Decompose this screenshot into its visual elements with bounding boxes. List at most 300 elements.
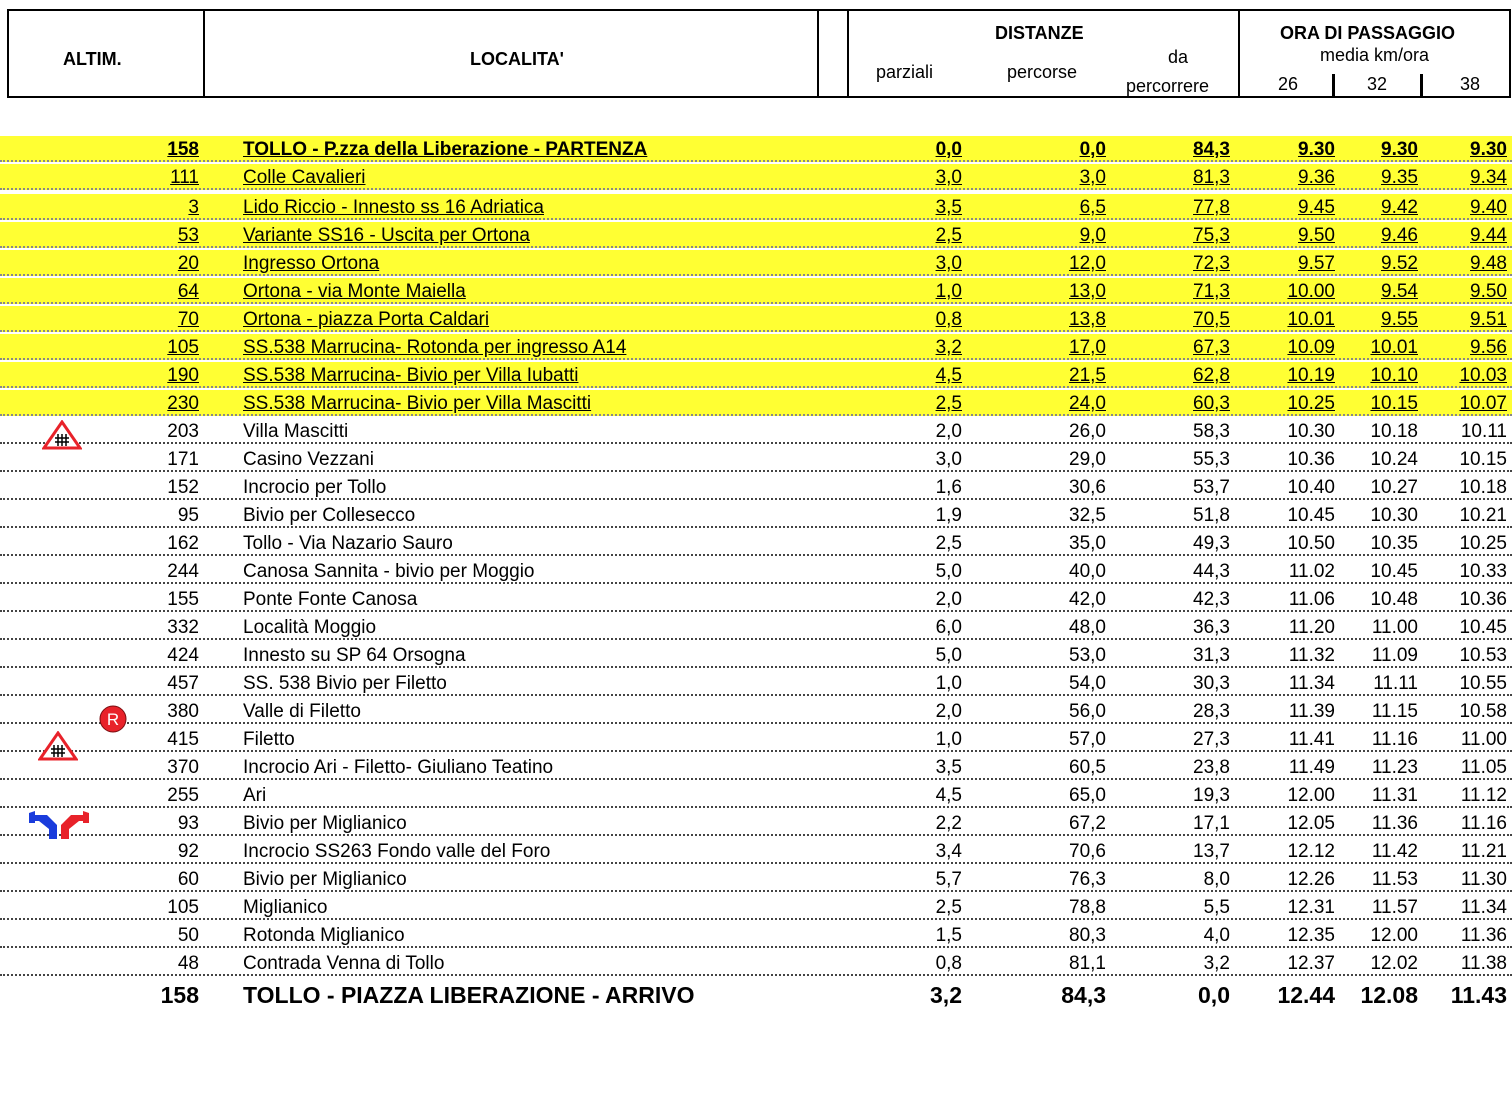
covered-distance-cell: 24,0 [1069,393,1106,414]
time-26-cell: 12.05 [1287,813,1335,834]
partial-distance-cell: 0,8 [935,953,962,974]
partial-distance-cell: 3,4 [935,841,962,862]
row-divider [0,526,1512,528]
row-divider [0,778,1512,780]
time-26-cell: 11.39 [1288,701,1335,722]
partial-distance-cell: 2,0 [935,589,962,610]
table-row [0,698,1512,724]
covered-distance-cell: 17,0 [1069,337,1106,358]
covered-distance-cell: 81,1 [1069,953,1106,974]
table-row [0,194,1512,220]
time-26-cell: 12.26 [1287,869,1335,890]
remaining-distance-cell: 53,7 [1193,477,1230,498]
remaining-distance-cell: 60,3 [1193,393,1230,414]
table-row [0,222,1512,248]
row-divider [0,386,1512,388]
time-26-cell: 9.45 [1298,197,1335,218]
time-32-cell: 10.15 [1370,393,1418,414]
altitude-cell: 20 [177,253,199,274]
time-26-cell: 11.06 [1288,589,1335,610]
time-32-cell: 10.01 [1370,337,1418,358]
header-da: da [1168,47,1189,67]
partial-distance-cell: 3,5 [935,757,962,778]
remaining-distance-cell: 51,8 [1193,505,1230,526]
time-38-cell: 11.38 [1460,953,1507,974]
time-38-cell: 11.43 [1450,982,1507,1008]
altitude-cell: 60 [177,869,199,890]
time-32-cell: 11.09 [1371,645,1418,666]
partial-distance-cell: 1,5 [935,925,962,946]
partial-distance-cell: 3,0 [935,167,962,188]
covered-distance-cell: 76,3 [1069,869,1106,890]
altitude-cell: 93 [177,813,199,834]
altitude-cell: 158 [167,139,199,160]
header-divider [1509,9,1511,98]
covered-distance-cell: 80,3 [1069,925,1106,946]
header-speed-26: 26 [1278,74,1299,94]
time-32-cell: 11.42 [1371,841,1418,862]
location-cell: Ingresso Ortona [243,253,380,274]
table-row [0,446,1512,472]
time-32-cell: 11.23 [1371,757,1418,778]
partial-distance-cell: 0,0 [935,139,962,160]
table-row [0,306,1512,332]
location-cell: Ortona - via Monte Maiella [243,281,466,302]
time-38-cell: 10.25 [1459,533,1507,554]
time-26-cell: 11.32 [1288,645,1335,666]
remaining-distance-cell: 81,3 [1193,167,1230,188]
table-row [0,502,1512,528]
time-38-cell: 11.21 [1460,841,1507,862]
remaining-distance-cell: 5,5 [1203,897,1230,918]
row-divider [0,330,1512,332]
partial-distance-cell: 4,5 [935,365,962,386]
altitude-cell: 95 [177,505,199,526]
time-38-cell: 11.30 [1460,869,1507,890]
partial-distance-cell: 5,0 [935,645,962,666]
altitude-cell: 171 [167,449,199,470]
time-32-cell: 10.27 [1370,477,1418,498]
covered-distance-cell: 84,3 [1061,982,1106,1008]
time-32-cell: 12.02 [1370,953,1418,974]
row-divider [0,582,1512,584]
location-cell: Bivio per Collesecco [243,505,416,526]
table-row [0,558,1512,584]
header-tick [1420,74,1423,96]
location-cell: Tollo - Via Nazario Sauro [243,533,453,554]
table-row [0,530,1512,556]
covered-distance-cell: 29,0 [1069,449,1106,470]
covered-distance-cell: 48,0 [1069,617,1106,638]
time-32-cell: 9.30 [1381,139,1418,160]
partial-distance-cell: 2,0 [935,421,962,442]
row-divider [0,160,1512,162]
row-divider [0,834,1512,836]
row-divider [0,638,1512,640]
time-38-cell: 11.05 [1460,757,1507,778]
partial-distance-cell: 3,0 [935,449,962,470]
altitude-cell: 162 [167,533,199,554]
altitude-cell: 230 [167,393,199,414]
covered-distance-cell: 42,0 [1069,589,1106,610]
remaining-distance-cell: 30,3 [1193,673,1230,694]
table-row [0,726,1512,752]
table-row [0,980,1512,1010]
row-divider [0,694,1512,696]
row-divider [0,274,1512,276]
location-cell: TOLLO - PIAZZA LIBERAZIONE - ARRIVO [243,982,695,1008]
covered-distance-cell: 60,5 [1069,757,1106,778]
time-38-cell: 9.34 [1470,167,1507,188]
covered-distance-cell: 32,5 [1069,505,1106,526]
table-row [0,586,1512,612]
partial-distance-cell: 2,5 [935,393,962,414]
time-38-cell: 9.56 [1470,337,1507,358]
time-38-cell: 11.00 [1460,729,1507,750]
remaining-distance-cell: 71,3 [1193,281,1230,302]
row-divider [0,498,1512,500]
location-cell: Ortona - piazza Porta Caldari [243,309,490,330]
header-divider [847,9,849,98]
remaining-distance-cell: 17,1 [1193,813,1230,834]
time-38-cell: 9.51 [1470,309,1507,330]
time-32-cell: 11.00 [1371,617,1418,638]
location-cell: Incrocio Ari - Filetto- Giuliano Teatino [243,757,554,778]
time-38-cell: 10.55 [1459,673,1507,694]
time-26-cell: 9.30 [1298,139,1335,160]
time-26-cell: 11.49 [1288,757,1335,778]
table-row [0,278,1512,304]
partial-distance-cell: 3,2 [930,982,962,1008]
header-media-kmora: media km/ora [1320,45,1430,65]
covered-distance-cell: 0,0 [1079,139,1106,160]
time-38-cell: 9.44 [1470,225,1507,246]
table-row [0,922,1512,948]
remaining-distance-cell: 0,0 [1198,982,1230,1008]
time-32-cell: 10.48 [1370,589,1418,610]
location-cell: Incrocio SS263 Fondo valle del Foro [243,841,551,862]
time-32-cell: 10.24 [1370,449,1418,470]
time-32-cell: 11.31 [1371,785,1418,806]
table-row [0,810,1512,836]
time-26-cell: 10.09 [1287,337,1335,358]
table-row [0,474,1512,500]
time-32-cell: 11.36 [1371,813,1418,834]
row-divider [0,750,1512,752]
altitude-cell: 3 [188,197,199,218]
time-32-cell: 9.52 [1381,253,1418,274]
covered-distance-cell: 57,0 [1069,729,1106,750]
time-26-cell: 12.35 [1287,925,1335,946]
time-38-cell: 11.34 [1460,897,1507,918]
row-divider [0,946,1512,948]
location-cell: Colle Cavalieri [243,167,366,188]
remaining-distance-cell: 19,3 [1193,785,1230,806]
altitude-cell: 424 [167,645,199,666]
table-row [0,334,1512,360]
table-row [0,362,1512,388]
remaining-distance-cell: 4,0 [1203,925,1230,946]
remaining-distance-cell: 31,3 [1193,645,1230,666]
covered-distance-cell: 56,0 [1069,701,1106,722]
location-cell: Ari [243,785,267,806]
table-row [0,670,1512,696]
altitude-cell: 53 [177,225,199,246]
remaining-distance-cell: 58,3 [1193,421,1230,442]
covered-distance-cell: 54,0 [1069,673,1106,694]
location-cell: Incrocio per Tollo [243,477,387,498]
partial-distance-cell: 4,5 [935,785,962,806]
time-38-cell: 9.30 [1470,139,1507,160]
altitude-cell: 457 [167,673,199,694]
row-divider [0,890,1512,892]
remaining-distance-cell: 42,3 [1193,589,1230,610]
refreshment-letter: R [106,710,120,729]
row-divider [0,974,1512,976]
location-cell: Bivio per Miglianico [243,813,407,834]
time-26-cell: 11.41 [1288,729,1335,750]
time-38-cell: 11.12 [1460,785,1507,806]
time-32-cell: 9.35 [1381,167,1418,188]
altitude-cell: 203 [167,421,199,442]
time-38-cell: 11.36 [1460,925,1507,946]
time-32-cell: 9.46 [1381,225,1418,246]
row-divider [0,414,1512,416]
remaining-distance-cell: 44,3 [1193,561,1230,582]
remaining-distance-cell: 27,3 [1193,729,1230,750]
row-divider [0,246,1512,248]
altitude-cell: 50 [177,925,199,946]
covered-distance-cell: 40,0 [1069,561,1106,582]
covered-distance-cell: 65,0 [1069,785,1106,806]
partial-distance-cell: 0,8 [935,309,962,330]
covered-distance-cell: 30,6 [1069,477,1106,498]
row-divider [0,722,1512,724]
remaining-distance-cell: 84,3 [1193,139,1230,160]
time-26-cell: 12.31 [1287,897,1335,918]
row-divider [0,358,1512,360]
location-cell: Ponte Fonte Canosa [243,589,418,610]
altitude-cell: 92 [177,841,199,862]
location-cell: Miglianico [243,897,328,918]
remaining-distance-cell: 72,3 [1193,253,1230,274]
partial-distance-cell: 1,6 [935,477,962,498]
location-cell: Canosa Sannita - bivio per Moggio [243,561,535,582]
altitude-cell: 332 [167,617,199,638]
partial-distance-cell: 2,5 [935,533,962,554]
level-crossing-warning-icon [38,731,78,766]
header-divider [1238,9,1240,98]
covered-distance-cell: 53,0 [1069,645,1106,666]
altitude-cell: 111 [170,167,199,188]
table-row [0,782,1512,808]
covered-distance-cell: 70,6 [1069,841,1106,862]
covered-distance-cell: 3,0 [1079,167,1106,188]
table-row [0,866,1512,892]
time-38-cell: 10.33 [1459,561,1507,582]
covered-distance-cell: 21,5 [1069,365,1106,386]
remaining-distance-cell: 8,0 [1203,869,1230,890]
location-cell: SS. 538 Bivio per Filetto [243,673,447,694]
time-26-cell: 12.12 [1287,841,1335,862]
time-32-cell: 11.16 [1371,729,1418,750]
time-26-cell: 10.45 [1287,505,1335,526]
remaining-distance-cell: 28,3 [1193,701,1230,722]
time-26-cell: 11.34 [1288,673,1335,694]
location-cell: TOLLO - P.zza della Liberazione - PARTENZA [243,139,648,160]
row-divider [0,610,1512,612]
time-38-cell: 10.03 [1459,365,1507,386]
time-26-cell: 9.57 [1298,253,1335,274]
time-26-cell: 10.30 [1287,421,1335,442]
altitude-cell: 190 [167,365,199,386]
location-cell: Variante SS16 - Uscita per Ortona [243,225,530,246]
altitude-cell: 380 [167,701,199,722]
time-26-cell: 9.50 [1298,225,1335,246]
road-junction-icon [29,811,89,846]
time-32-cell: 10.35 [1370,533,1418,554]
remaining-distance-cell: 55,3 [1193,449,1230,470]
partial-distance-cell: 1,0 [935,729,962,750]
time-26-cell: 11.20 [1288,617,1335,638]
time-26-cell: 10.19 [1287,365,1335,386]
table-row [0,754,1512,780]
time-26-cell: 12.00 [1287,785,1335,806]
location-cell: SS.538 Marrucina- Bivio per Villa Mascitti [243,393,592,414]
time-38-cell: 10.58 [1459,701,1507,722]
location-cell: Lido Riccio - Innesto ss 16 Adriatica [243,197,544,218]
table-row [0,614,1512,640]
time-38-cell: 10.36 [1459,589,1507,610]
row-divider [0,862,1512,864]
altitude-cell: 48 [177,953,199,974]
time-26-cell: 10.00 [1287,281,1335,302]
time-32-cell: 9.54 [1381,281,1418,302]
partial-distance-cell: 1,9 [935,505,962,526]
partial-distance-cell: 3,2 [935,337,962,358]
location-cell: Valle di Filetto [243,701,361,722]
altitude-cell: 105 [167,897,199,918]
time-26-cell: 10.01 [1287,309,1335,330]
altitude-cell: 105 [167,337,199,358]
time-32-cell: 12.08 [1360,982,1418,1008]
partial-distance-cell: 5,0 [935,561,962,582]
time-26-cell: 12.37 [1287,953,1335,974]
time-32-cell: 10.18 [1370,421,1418,442]
time-26-cell: 10.25 [1287,393,1335,414]
row-divider [0,470,1512,472]
time-26-cell: 11.02 [1288,561,1335,582]
partial-distance-cell: 2,5 [935,897,962,918]
time-32-cell: 9.42 [1381,197,1418,218]
location-cell: Filetto [243,729,295,750]
altitude-cell: 255 [167,785,199,806]
location-cell: Casino Vezzani [243,449,374,470]
time-38-cell: 10.21 [1459,505,1507,526]
covered-distance-cell: 13,8 [1069,309,1106,330]
time-38-cell: 10.18 [1459,477,1507,498]
location-cell: Contrada Venna di Tollo [243,953,445,974]
remaining-distance-cell: 3,2 [1203,953,1230,974]
table-row [0,642,1512,668]
header-percorse: percorse [1007,62,1078,82]
altitude-cell: 244 [167,561,199,582]
location-cell: SS.538 Marrucina- Bivio per Villa Iubatti [243,365,579,386]
row-divider [0,554,1512,556]
time-38-cell: 9.50 [1470,281,1507,302]
table-row [0,838,1512,864]
location-cell: Bivio per Miglianico [243,869,407,890]
location-cell: Località Moggio [243,617,377,638]
partial-distance-cell: 2,0 [935,701,962,722]
header-altim: ALTIM. [63,49,122,69]
row-divider [0,806,1512,808]
row-divider [0,188,1512,190]
covered-distance-cell: 13,0 [1069,281,1106,302]
time-32-cell: 10.10 [1370,365,1418,386]
partial-distance-cell: 3,0 [935,253,962,274]
time-38-cell: 10.07 [1459,393,1507,414]
partial-distance-cell: 1,0 [935,281,962,302]
altitude-cell: 152 [167,477,199,498]
altitude-cell: 158 [160,982,199,1008]
time-26-cell: 10.36 [1287,449,1335,470]
header-speed-38: 38 [1460,74,1481,94]
table-row [0,950,1512,976]
table-row [0,136,1512,162]
time-38-cell: 11.16 [1460,813,1507,834]
remaining-distance-cell: 75,3 [1193,225,1230,246]
partial-distance-cell: 2,2 [935,813,962,834]
time-26-cell: 9.36 [1298,167,1335,188]
table-row [0,418,1512,444]
covered-distance-cell: 9,0 [1079,225,1106,246]
partial-distance-cell: 1,0 [935,673,962,694]
header-distanze: DISTANZE [995,23,1084,43]
altitude-cell: 70 [177,309,199,330]
covered-distance-cell: 6,5 [1079,197,1106,218]
header-percorrere: percorrere [1126,76,1210,96]
time-38-cell: 10.15 [1459,449,1507,470]
time-32-cell: 10.45 [1370,561,1418,582]
remaining-distance-cell: 62,8 [1193,365,1230,386]
row-divider [0,302,1512,304]
time-38-cell: 10.11 [1460,421,1507,442]
table-row [0,250,1512,276]
covered-distance-cell: 78,8 [1069,897,1106,918]
time-32-cell: 11.11 [1373,673,1418,694]
row-divider [0,918,1512,920]
covered-distance-cell: 67,2 [1069,813,1106,834]
row-divider [0,218,1512,220]
time-32-cell: 11.53 [1371,869,1418,890]
covered-distance-cell: 12,0 [1069,253,1106,274]
remaining-distance-cell: 13,7 [1193,841,1230,862]
row-divider [0,442,1512,444]
level-crossing-warning-icon [42,420,82,455]
partial-distance-cell: 2,5 [935,225,962,246]
table-row [0,164,1512,190]
remaining-distance-cell: 49,3 [1193,533,1230,554]
time-32-cell: 9.55 [1381,309,1418,330]
altitude-cell: 370 [167,757,199,778]
time-32-cell: 11.15 [1371,701,1418,722]
remaining-distance-cell: 23,8 [1193,757,1230,778]
time-32-cell: 12.00 [1370,925,1418,946]
location-cell: Villa Mascitti [243,421,349,442]
header-tick [1332,74,1335,96]
time-26-cell: 10.40 [1287,477,1335,498]
